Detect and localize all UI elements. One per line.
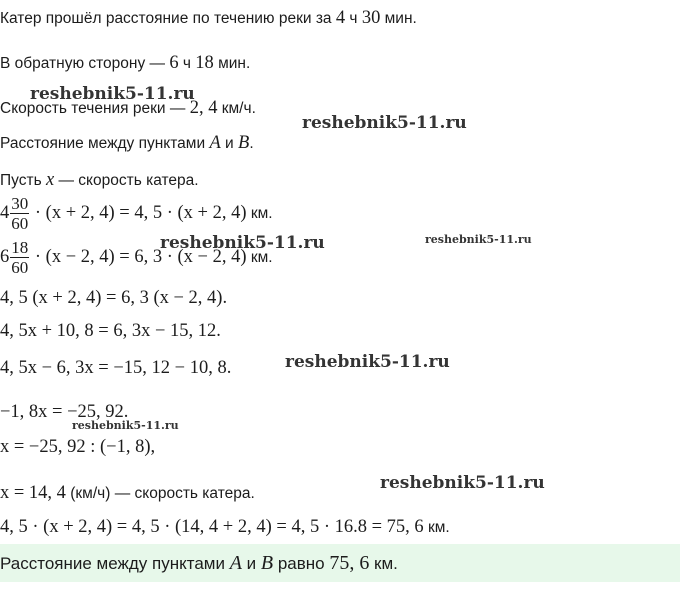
math-expression: 4, 5x + 10, 8 = 6, 3x − 15, 12.	[0, 321, 221, 341]
math-expression: x = 14, 4	[0, 483, 66, 503]
text: — скорость катера.	[54, 172, 199, 189]
text: и	[220, 135, 239, 152]
math-expression: 4, 5 · (x + 2, 4) = 4, 5 · (14, 4 + 2, 4) = 4, 5 · 16.8 = 75, 6	[0, 517, 424, 537]
math-hours: 4	[335, 8, 346, 28]
fraction	[10, 194, 29, 233]
watermark: reshebnik5-11.ru	[285, 352, 450, 372]
watermark: reshebnik5-11.ru	[30, 84, 195, 104]
math-var: B	[260, 552, 274, 574]
solution-line-2	[0, 193, 273, 234]
watermark: reshebnik5-11.ru	[302, 113, 467, 133]
problem-line-1	[0, 8, 417, 29]
math-var: A	[209, 133, 221, 153]
math-expression: x = −25, 92 : (−1, 8),	[0, 437, 156, 457]
solution-line-9	[0, 483, 255, 504]
math-expression: −1, 8x = −25, 92.	[0, 402, 129, 422]
text: В обратную сторону —	[0, 55, 170, 72]
text: (км/ч) — скорость катера.	[65, 485, 255, 502]
math-minutes: 30	[361, 8, 381, 28]
text: ч	[345, 10, 362, 27]
problem-line-2	[0, 53, 250, 74]
math-expression: 4, 5x − 6, 3x = −15, 12 − 10, 8.	[0, 358, 232, 378]
answer-value: 75, 6	[329, 552, 370, 574]
fraction-denominator: 60	[11, 214, 29, 234]
math-var: A	[229, 552, 242, 574]
text: км.	[423, 519, 450, 536]
text: .	[249, 135, 254, 152]
solution-line-5	[0, 321, 221, 342]
math-whole: 4	[0, 203, 10, 223]
text: км/ч.	[217, 100, 256, 117]
math-expression: · (x + 2, 4) = 4, 5 · (x + 2, 4)	[30, 203, 247, 223]
answer-line	[0, 553, 398, 574]
solution-line-10	[0, 517, 450, 538]
answer-text: равно	[273, 554, 330, 573]
math-var: x	[45, 170, 55, 190]
watermark: reshebnik5-11.ru	[380, 473, 545, 493]
math-hours: 6	[169, 53, 179, 73]
solution-line-4	[0, 288, 227, 309]
math-expression: · (x − 2, 4) = 6, 3 · (x − 2, 4)	[30, 247, 247, 267]
text: мин.	[213, 55, 251, 72]
text: ч	[178, 55, 196, 72]
text: Катер прошёл расстояние по течению реки за	[0, 10, 336, 27]
fraction-numerator: 18	[11, 238, 29, 258]
math-expression: 4, 5 (x + 2, 4) = 6, 3 (x − 2, 4).	[0, 288, 228, 308]
solution-line-6	[0, 358, 231, 379]
math-value: 2, 4	[189, 98, 218, 118]
text: км.	[246, 249, 273, 266]
solution-line-1	[0, 170, 199, 191]
watermark: reshebnik5-11.ru	[425, 233, 532, 246]
answer-text: км.	[369, 554, 398, 573]
text: Пусть	[0, 172, 46, 189]
fraction	[10, 238, 29, 277]
math-var: B	[238, 133, 250, 153]
answer-text: Расстояние между пунктами	[0, 554, 230, 573]
watermark: reshebnik5-11.ru	[160, 233, 325, 253]
text: Расстояние между пунктами	[0, 135, 210, 152]
problem-line-4	[0, 133, 254, 154]
fraction-numerator: 30	[11, 194, 29, 214]
math-whole: 6	[0, 247, 10, 267]
text: км.	[246, 205, 273, 222]
text: Скорость течения реки —	[0, 100, 190, 117]
fraction-denominator: 60	[11, 258, 29, 278]
answer-text: и	[241, 554, 261, 573]
watermark: reshebnik5-11.ru	[72, 419, 179, 432]
math-minutes: 18	[195, 53, 214, 73]
solution-line-8	[0, 437, 155, 458]
text: мин.	[380, 10, 417, 27]
